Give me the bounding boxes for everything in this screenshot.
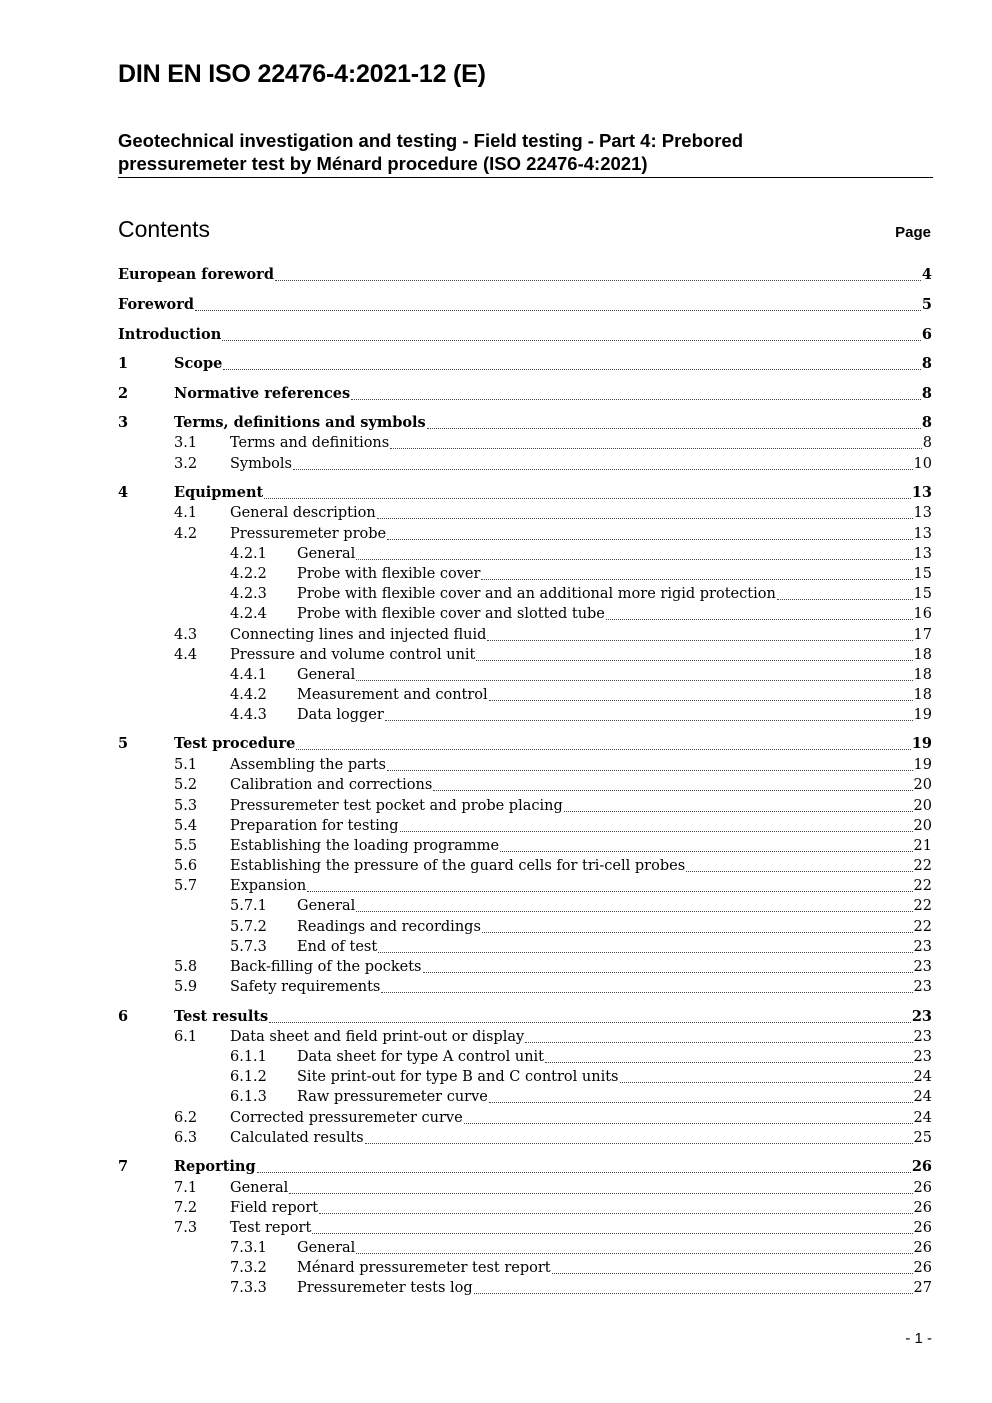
- toc-dot-leader: [378, 952, 912, 953]
- toc-entry-number: 5.2: [174, 777, 198, 793]
- toc-entry-page: 23: [913, 939, 932, 955]
- toc-dot-leader: [423, 972, 913, 973]
- toc-dot-leader: [564, 811, 913, 812]
- toc-entry-page: 19: [913, 757, 932, 773]
- toc-dot-leader: [289, 1193, 912, 1194]
- toc-entry-title: Safety requirements: [230, 979, 381, 995]
- toc-entry-page: 18: [913, 667, 932, 683]
- toc-dot-leader: [293, 469, 913, 470]
- toc-dot-leader: [387, 539, 912, 540]
- toc-entry-title: Scope: [174, 355, 223, 372]
- toc-entry-title: General: [297, 667, 356, 683]
- toc-entry[interactable]: [118, 1047, 932, 1067]
- toc-dot-leader: [356, 1253, 912, 1254]
- toc-entry-number: 3.2: [174, 456, 198, 472]
- toc-entry[interactable]: [118, 775, 932, 795]
- toc-dot-leader: [356, 911, 912, 912]
- toc-entry[interactable]: [118, 1027, 932, 1047]
- toc-entry-number: 4.2: [174, 526, 198, 542]
- toc-entry-page: 22: [913, 898, 932, 914]
- toc-entry-title: Site print-out for type B and C control units: [297, 1069, 619, 1085]
- document-id: DIN EN ISO 22476-4:2021-12 (E): [118, 60, 486, 88]
- toc-entry[interactable]: [118, 645, 932, 665]
- toc-entry[interactable]: [118, 957, 932, 977]
- toc-entry-title: Connecting lines and injected fluid: [230, 627, 487, 643]
- toc-entry[interactable]: [118, 1198, 932, 1218]
- toc-entry-title: Pressuremeter tests log: [297, 1280, 473, 1296]
- toc-entry-page: 23: [913, 979, 932, 995]
- toc-entry-title: Probe with flexible cover and slotted tube: [297, 606, 605, 622]
- toc-entry-number: 6.2: [174, 1110, 198, 1126]
- toc-entry-page: 26: [913, 1260, 932, 1276]
- toc-entry-page: 15: [913, 566, 932, 582]
- toc-entry-title: Ménard pressuremeter test report: [297, 1260, 551, 1276]
- toc-entry-page: 19: [913, 707, 932, 723]
- toc-entry-number: 7.1: [174, 1180, 198, 1196]
- toc-entry-title: Data sheet for type A control unit: [297, 1049, 545, 1065]
- toc-dot-leader: [296, 749, 911, 750]
- toc-dot-leader: [400, 831, 913, 832]
- toc-entry-page: 16: [913, 606, 932, 622]
- toc-entry-page: 26: [913, 1240, 932, 1256]
- toc-dot-leader: [552, 1273, 913, 1274]
- page-number: - 1 -: [905, 1330, 932, 1347]
- toc-entry[interactable]: [118, 917, 932, 937]
- toc-dot-leader: [525, 1042, 912, 1043]
- toc-entry-title: Introduction: [118, 326, 222, 343]
- toc-entry[interactable]: [118, 977, 932, 997]
- toc-entry[interactable]: [118, 1218, 932, 1238]
- toc-dot-leader: [264, 498, 911, 499]
- toc-entry[interactable]: [118, 544, 932, 564]
- contents-heading: Contents: [118, 216, 211, 242]
- toc-entry-title: Readings and recordings: [297, 919, 481, 935]
- toc-dot-leader: [481, 579, 912, 580]
- toc-dot-leader: [433, 790, 912, 791]
- toc-entry-page: 22: [913, 858, 932, 874]
- toc-entry-page: 5: [921, 296, 932, 313]
- toc-entry-title: Reporting: [174, 1158, 256, 1175]
- toc-entry-number: 5.9: [174, 979, 198, 995]
- toc-entry-page: 26: [911, 1158, 932, 1175]
- toc-dot-leader: [356, 559, 912, 560]
- toc-entry[interactable]: [118, 354, 932, 374]
- toc-entry[interactable]: [118, 384, 932, 404]
- toc-dot-leader: [222, 340, 921, 341]
- toc-entry[interactable]: [118, 433, 932, 453]
- toc-entry-title: Pressuremeter test pocket and probe placing: [230, 798, 563, 814]
- toc-dot-leader: [307, 891, 912, 892]
- toc-entry-page: 20: [913, 798, 932, 814]
- toc-dot-leader: [427, 428, 921, 429]
- toc-entry-page: 22: [913, 878, 932, 894]
- toc-entry[interactable]: [118, 1087, 932, 1107]
- toc-dot-leader: [489, 700, 913, 701]
- toc-entry[interactable]: [118, 524, 932, 544]
- toc-entry-title: Establishing the loading programme: [230, 838, 500, 854]
- toc-entry-title: Foreword: [118, 296, 194, 313]
- toc-entry-page: 21: [913, 838, 932, 854]
- toc-entry-number: 7.3: [174, 1220, 198, 1236]
- toc-entry-page: 22: [913, 919, 932, 935]
- toc-entry-title: Calculated results: [230, 1130, 364, 1146]
- toc-entry-title: Expansion: [230, 878, 307, 894]
- toc-entry[interactable]: [118, 1238, 932, 1258]
- toc-entry-page: 24: [913, 1110, 932, 1126]
- toc-dot-leader: [500, 851, 912, 852]
- toc-entry[interactable]: [118, 705, 932, 725]
- toc-entry[interactable]: [118, 734, 932, 754]
- toc-entry[interactable]: [118, 836, 932, 856]
- toc-entry-page: 10: [913, 456, 932, 472]
- toc-dot-leader: [464, 1123, 913, 1124]
- toc-dot-leader: [381, 992, 912, 993]
- toc-entry[interactable]: [118, 1067, 932, 1087]
- toc-entry-number: 5.7.3: [230, 939, 267, 955]
- toc-entry-title: Test report: [230, 1220, 312, 1236]
- toc-entry-number: 4.4: [174, 647, 198, 663]
- toc-entry-title: General: [297, 1240, 356, 1256]
- toc-entry[interactable]: [118, 503, 932, 523]
- toc-dot-leader: [387, 770, 913, 771]
- toc-entry-number: 1: [118, 355, 129, 372]
- toc-dot-leader: [390, 448, 922, 449]
- toc-dot-leader: [257, 1172, 911, 1173]
- document-title: [118, 129, 933, 178]
- toc-entry-number: 5: [118, 735, 129, 752]
- toc-entry-title: Assembling the parts: [230, 757, 386, 773]
- toc-entry[interactable]: [118, 265, 932, 285]
- toc-entry-title: Probe with flexible cover: [297, 566, 481, 582]
- toc-entry-title: Calibration and corrections: [230, 777, 433, 793]
- toc-entry-number: 4.2.2: [230, 566, 267, 582]
- toc-entry[interactable]: [118, 1278, 932, 1298]
- toc-entry-number: 4.2.4: [230, 606, 267, 622]
- toc-entry-page: 8: [921, 385, 932, 402]
- toc-dot-leader: [351, 399, 921, 400]
- toc-entry-page: 8: [921, 414, 932, 431]
- toc-dot-leader: [545, 1062, 913, 1063]
- toc-dot-leader: [365, 1143, 913, 1144]
- toc-entry[interactable]: [118, 1258, 932, 1278]
- toc-entry-page: 20: [913, 818, 932, 834]
- toc-dot-leader: [223, 369, 921, 370]
- toc-dot-leader: [482, 932, 913, 933]
- toc-entry-title: Establishing the pressure of the guard cells for tri-cell probes: [230, 858, 686, 874]
- toc-entry-number: 6.1.1: [230, 1049, 267, 1065]
- toc-entry-page: 23: [913, 1049, 932, 1065]
- toc-dot-leader: [385, 720, 913, 721]
- toc-entry-title: General: [230, 1180, 289, 1196]
- toc-entry-title: Test procedure: [174, 735, 296, 752]
- toc-entry-page: 17: [913, 627, 932, 643]
- toc-entry-number: 6.1.2: [230, 1069, 267, 1085]
- toc-entry-title: Data logger: [297, 707, 384, 723]
- toc-entry-title: Normative references: [174, 385, 351, 402]
- toc-entry-page: 4: [921, 266, 932, 283]
- toc-entry-number: 7.3.3: [230, 1280, 267, 1296]
- toc-entry-page: 13: [913, 526, 932, 542]
- toc-entry-page: 23: [913, 959, 932, 975]
- toc-entry-page: 20: [913, 777, 932, 793]
- toc-dot-leader: [474, 1293, 913, 1294]
- toc-entry-title: Corrected pressuremeter curve: [230, 1110, 463, 1126]
- toc-entry[interactable]: [118, 685, 932, 705]
- toc-entry-number: 7.3.1: [230, 1240, 267, 1256]
- toc-entry-page: 23: [913, 1029, 932, 1045]
- toc-entry-page: 26: [913, 1180, 932, 1196]
- document-title-line-2: pressuremeter test by Ménard procedure (ISO 22476-4:2021): [118, 153, 648, 174]
- toc-entry[interactable]: [118, 816, 932, 836]
- toc-entry-number: 7.3.2: [230, 1260, 267, 1276]
- toc-dot-leader: [377, 518, 913, 519]
- toc-entry[interactable]: [118, 937, 932, 957]
- toc-entry-title: General description: [230, 505, 376, 521]
- toc-entry[interactable]: [118, 856, 932, 876]
- toc-entry-page: 24: [913, 1089, 932, 1105]
- toc-entry-number: 4: [118, 484, 129, 501]
- toc-entry-page: 25: [913, 1130, 932, 1146]
- toc-entry-title: General: [297, 898, 356, 914]
- toc-dot-leader: [195, 310, 921, 311]
- toc-entry-title: Raw pressuremeter curve: [297, 1089, 488, 1105]
- toc-entry-page: 24: [913, 1069, 932, 1085]
- toc-dot-leader: [312, 1233, 912, 1234]
- toc-entry-title: General: [297, 546, 356, 562]
- toc-entry-title: Field report: [230, 1200, 319, 1216]
- toc-entry-number: 5.8: [174, 959, 198, 975]
- toc-entry-page: 15: [913, 586, 932, 602]
- toc-entry-page: 19: [911, 735, 932, 752]
- toc-entry-page: 13: [913, 505, 932, 521]
- toc-entry-page: 27: [913, 1280, 932, 1296]
- toc-entry-title: Pressure and volume control unit: [230, 647, 476, 663]
- toc-entry[interactable]: [118, 483, 932, 503]
- toc-entry-number: 7: [118, 1158, 129, 1175]
- toc-entry-number: 5.1: [174, 757, 198, 773]
- toc-entry-page: 13: [911, 484, 932, 501]
- toc-entry[interactable]: [118, 295, 932, 315]
- toc-dot-leader: [489, 1102, 913, 1103]
- toc-entry-title: Symbols: [230, 456, 292, 472]
- toc-entry-number: 4.2.1: [230, 546, 267, 562]
- toc-entry-title: End of test: [297, 939, 378, 955]
- toc-entry-number: 6: [118, 1008, 129, 1025]
- toc-dot-leader: [269, 1022, 911, 1023]
- toc-dot-leader: [487, 640, 912, 641]
- toc-entry-title: Test results: [174, 1008, 269, 1025]
- toc-entry-page: 26: [913, 1200, 932, 1216]
- toc-dot-leader: [275, 280, 921, 281]
- toc-entry-number: 2: [118, 385, 129, 402]
- toc-entry-number: 6.1: [174, 1029, 198, 1045]
- toc-entry[interactable]: [118, 584, 932, 604]
- page-column-label: Page: [895, 224, 931, 241]
- toc-entry-title: Terms, definitions and symbols: [174, 414, 426, 431]
- toc-entry-title: Back-filling of the pockets: [230, 959, 422, 975]
- toc-entry[interactable]: [118, 564, 932, 584]
- toc-entry-number: 5.5: [174, 838, 198, 854]
- toc-entry-number: 5.7: [174, 878, 198, 894]
- toc-entry[interactable]: [118, 896, 932, 916]
- toc-entry[interactable]: [118, 1128, 932, 1148]
- toc-entry-number: 4.4.1: [230, 667, 267, 683]
- toc-entry-title: Probe with flexible cover and an additional more rigid protection: [297, 586, 776, 602]
- toc-entry-number: 3: [118, 414, 129, 431]
- toc-entry[interactable]: [118, 1178, 932, 1198]
- toc-dot-leader: [620, 1082, 913, 1083]
- toc-entry-number: 5.7.2: [230, 919, 267, 935]
- toc-entry[interactable]: [118, 755, 932, 775]
- toc-entry[interactable]: [118, 454, 932, 474]
- toc-entry[interactable]: [118, 604, 932, 624]
- toc-entry[interactable]: [118, 625, 932, 645]
- toc-entry-title: Terms and definitions: [230, 435, 390, 451]
- document-title-line-1: Geotechnical investigation and testing - Field testing - Part 4: Prebored: [118, 130, 743, 151]
- toc-entry-page: 18: [913, 647, 932, 663]
- toc-entry-page: 8: [922, 435, 932, 451]
- toc-entry-number: 4.3: [174, 627, 198, 643]
- toc-entry[interactable]: [118, 1157, 932, 1177]
- toc-entry[interactable]: [118, 1007, 932, 1027]
- toc-entry-number: 4.2.3: [230, 586, 267, 602]
- toc-entry[interactable]: [118, 325, 932, 345]
- toc-entry[interactable]: [118, 1108, 932, 1128]
- toc-entry-number: 5.4: [174, 818, 198, 834]
- toc-dot-leader: [686, 871, 912, 872]
- toc-entry-title: Equipment: [174, 484, 264, 501]
- toc-entry[interactable]: [118, 665, 932, 685]
- toc-entry-page: 18: [913, 687, 932, 703]
- toc-entry[interactable]: [118, 413, 932, 433]
- toc-entry-number: 6.1.3: [230, 1089, 267, 1105]
- toc-entry-number: 5.6: [174, 858, 198, 874]
- toc-entry[interactable]: [118, 796, 932, 816]
- toc-dot-leader: [777, 599, 913, 600]
- toc-entry-title: Data sheet and field print-out or display: [230, 1029, 525, 1045]
- toc-entry-title: Pressuremeter probe: [230, 526, 387, 542]
- toc-entry-page: 8: [921, 355, 932, 372]
- toc-entry-number: 4.1: [174, 505, 198, 521]
- toc-entry-title: Measurement and control: [297, 687, 488, 703]
- toc-entry-page: 13: [913, 546, 932, 562]
- toc-entry-title: Preparation for testing: [230, 818, 399, 834]
- toc-entry-number: 4.4.3: [230, 707, 267, 723]
- toc-dot-leader: [356, 680, 912, 681]
- toc-entry-number: 7.2: [174, 1200, 198, 1216]
- toc-dot-leader: [319, 1213, 912, 1214]
- toc-entry[interactable]: [118, 876, 932, 896]
- toc-entry-page: 6: [921, 326, 932, 343]
- toc-entry-page: 23: [911, 1008, 932, 1025]
- toc-dot-leader: [606, 619, 913, 620]
- toc-entry-number: 5.3: [174, 798, 198, 814]
- toc-entry-number: 4.4.2: [230, 687, 267, 703]
- toc-entry-number: 6.3: [174, 1130, 198, 1146]
- toc-entry-page: 26: [913, 1220, 932, 1236]
- toc-entry-number: 3.1: [174, 435, 198, 451]
- toc-entry-number: 5.7.1: [230, 898, 267, 914]
- toc-dot-leader: [476, 660, 912, 661]
- toc-entry-title: European foreword: [118, 266, 274, 283]
